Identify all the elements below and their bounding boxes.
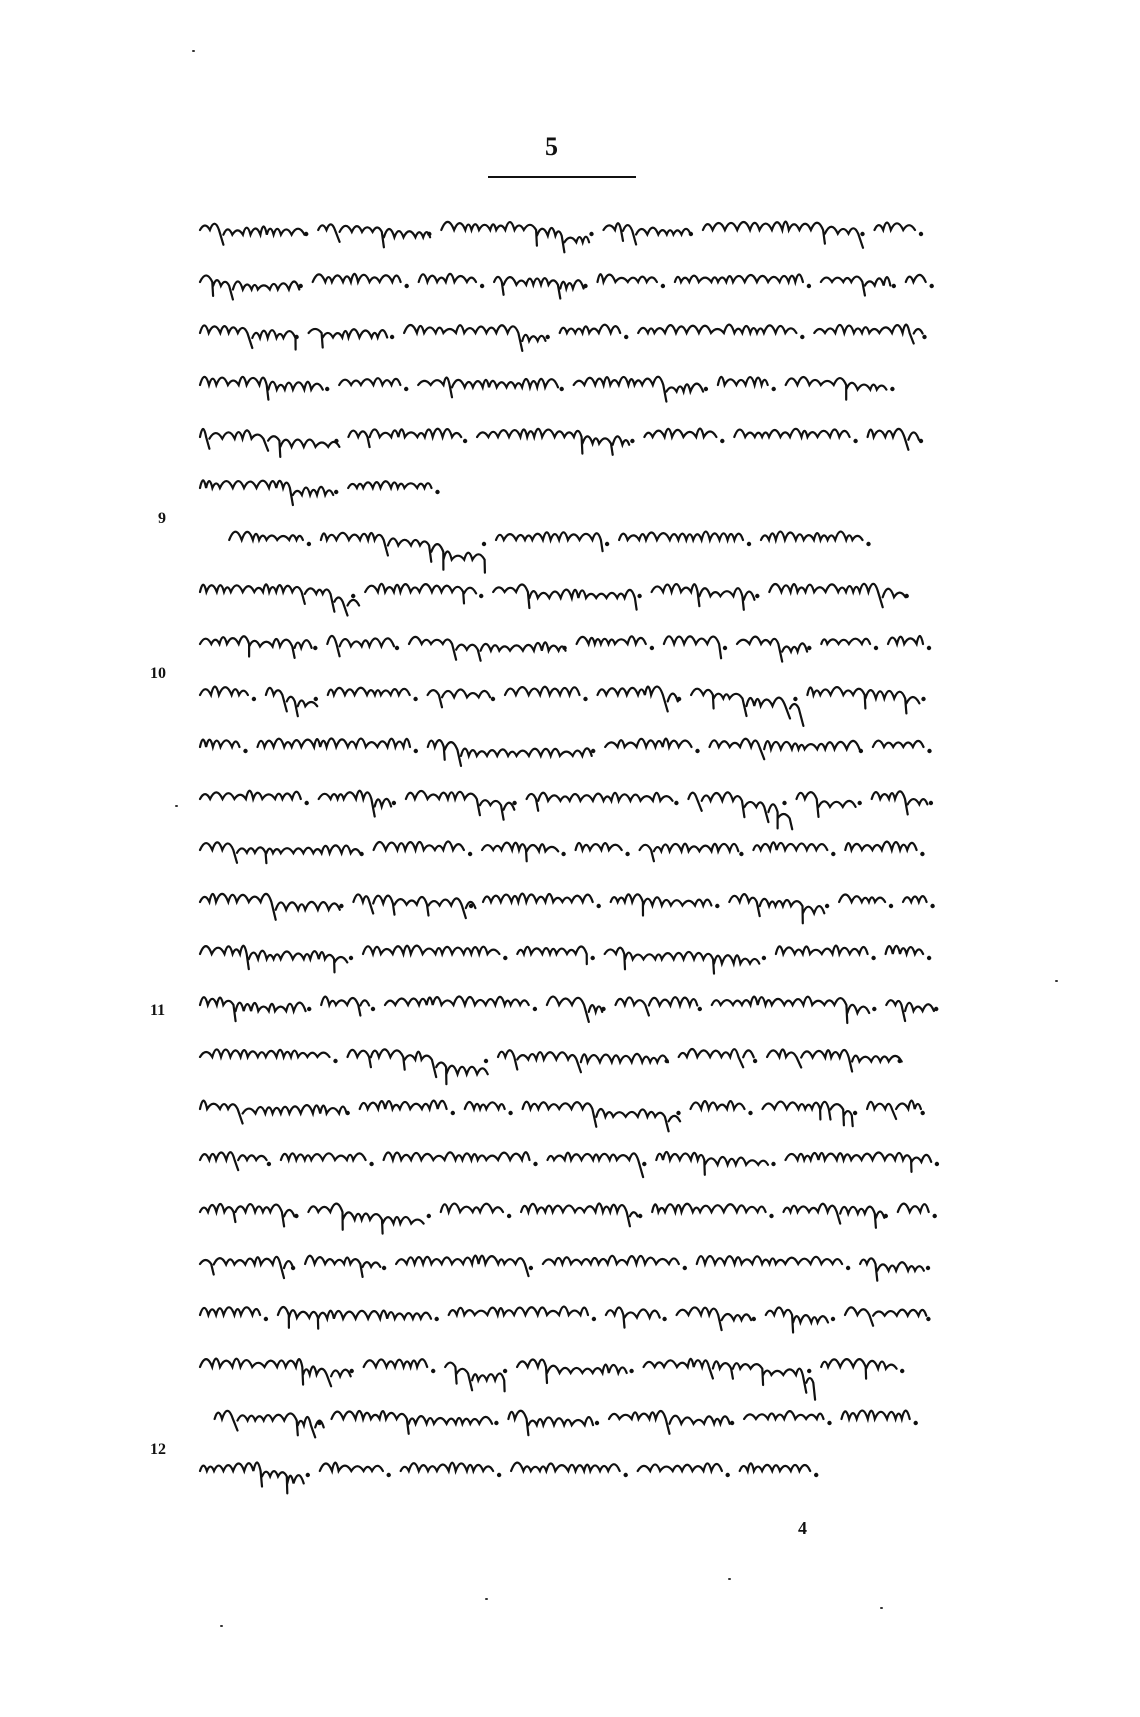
script-line	[198, 309, 928, 361]
handwritten-script-glyphs	[198, 417, 928, 457]
script-strokes	[200, 274, 926, 300]
word-separator-dot	[827, 1421, 831, 1425]
script-strokes	[200, 1462, 810, 1493]
script-line	[198, 878, 928, 930]
word-separator-dot	[926, 1266, 930, 1270]
word-separator-dot	[739, 852, 743, 856]
word-separator-dot	[390, 335, 394, 339]
word-separator-dot	[676, 1110, 680, 1114]
word-separator-dot	[305, 800, 309, 804]
word-separator-dot	[926, 1317, 930, 1321]
word-separator-dot	[825, 904, 829, 908]
script-strokes	[200, 1307, 926, 1333]
word-separator-dot	[546, 335, 550, 339]
word-separator-dot	[463, 439, 467, 443]
script-line	[198, 1240, 928, 1292]
word-separator-dot	[890, 387, 894, 391]
word-separator-dot	[314, 697, 318, 701]
word-separator-dot	[405, 283, 409, 287]
word-separator-dot	[889, 904, 893, 908]
word-separator-dot	[503, 955, 507, 959]
word-separator-dot	[695, 749, 699, 753]
script-strokes	[200, 635, 923, 661]
word-separator-dot	[814, 1472, 818, 1476]
handwritten-script-glyphs	[198, 727, 928, 767]
word-separator-dot	[404, 387, 408, 391]
word-separator-dot	[468, 852, 472, 856]
word-separator-dot	[427, 1214, 431, 1218]
word-separator-dot	[807, 1369, 811, 1373]
handwritten-script-glyphs	[198, 934, 928, 974]
script-strokes	[229, 532, 862, 573]
word-separator-dot	[752, 1317, 756, 1321]
word-separator-dot	[561, 852, 565, 856]
handwritten-script-glyphs	[198, 210, 928, 250]
word-separator-dot	[858, 800, 862, 804]
word-separator-dot	[874, 645, 878, 649]
script-line	[198, 1447, 928, 1499]
word-separator-dot	[371, 1007, 375, 1011]
script-text-block	[198, 206, 928, 1498]
word-separator-dot	[625, 852, 629, 856]
handwritten-script-glyphs	[198, 1451, 928, 1491]
word-separator-dot	[382, 1266, 386, 1270]
word-separator-dot	[533, 1162, 537, 1166]
word-separator-dot	[560, 387, 564, 391]
word-separator-dot	[930, 283, 934, 287]
script-line	[198, 723, 928, 775]
word-separator-dot	[369, 1162, 373, 1166]
word-separator-dot	[591, 955, 595, 959]
handwritten-script-glyphs	[198, 1399, 928, 1439]
word-separator-dot	[637, 594, 641, 598]
word-separator-dot	[387, 1472, 391, 1476]
word-separator-dot	[723, 645, 727, 649]
word-separator-dot	[507, 1214, 511, 1218]
word-separator-dot	[927, 645, 931, 649]
script-strokes	[200, 222, 915, 253]
script-strokes	[200, 1152, 931, 1177]
script-strokes	[200, 481, 432, 506]
word-separator-dot	[831, 852, 835, 856]
word-separator-dot	[933, 1214, 937, 1218]
word-separator-dot	[853, 439, 857, 443]
verse-number-11: 11	[150, 1002, 166, 1019]
paper-speck	[192, 50, 195, 52]
paper-speck	[175, 805, 178, 807]
word-separator-dot	[435, 1317, 439, 1321]
word-separator-dot	[508, 1110, 512, 1114]
page-number: 5	[545, 132, 558, 161]
handwritten-script-glyphs	[198, 779, 928, 819]
word-separator-dot	[307, 1007, 311, 1011]
word-separator-dot	[866, 542, 870, 546]
word-separator-dot	[831, 1317, 835, 1321]
word-separator-dot	[642, 1162, 646, 1166]
word-separator-dot	[674, 800, 678, 804]
word-separator-dot	[922, 335, 926, 339]
word-separator-dot	[592, 1317, 596, 1321]
word-separator-dot	[413, 697, 417, 701]
script-line	[198, 930, 928, 982]
handwritten-script-glyphs	[198, 1295, 928, 1335]
word-separator-dot	[935, 1162, 939, 1166]
word-separator-dot	[306, 1472, 310, 1476]
word-separator-dot	[503, 1369, 507, 1373]
script-line	[198, 1188, 928, 1240]
word-separator-dot	[243, 749, 247, 753]
word-separator-dot	[482, 542, 486, 546]
word-separator-dot	[630, 439, 634, 443]
word-separator-dot	[927, 749, 931, 753]
handwritten-script-glyphs	[198, 830, 928, 870]
word-separator-dot	[533, 1007, 537, 1011]
script-line	[198, 1085, 928, 1137]
script-strokes	[200, 584, 905, 616]
word-separator-dot	[704, 387, 708, 391]
word-separator-dot	[351, 594, 355, 598]
word-separator-dot	[484, 1059, 488, 1063]
script-line	[198, 258, 928, 310]
handwritten-script-glyphs	[198, 624, 928, 664]
word-separator-dot	[252, 697, 256, 701]
paper-speck	[485, 1598, 488, 1600]
word-separator-dot	[793, 697, 797, 701]
word-separator-dot	[782, 800, 786, 804]
handwritten-script-glyphs	[198, 985, 928, 1025]
header-rule	[488, 176, 636, 178]
verse-number-9: 9	[158, 510, 166, 527]
script-line	[198, 775, 928, 827]
word-separator-dot	[914, 1421, 918, 1425]
handwritten-script-glyphs	[198, 1089, 928, 1129]
word-separator-dot	[800, 335, 804, 339]
handwritten-script-glyphs	[198, 365, 928, 405]
script-line	[198, 413, 928, 465]
word-separator-dot	[726, 1472, 730, 1476]
word-separator-dot	[762, 955, 766, 959]
script-line	[198, 671, 928, 723]
script-strokes	[200, 1100, 921, 1131]
script-strokes	[200, 1049, 902, 1084]
handwritten-script-glyphs	[198, 1244, 928, 1284]
script-line	[198, 981, 928, 1033]
script-line	[198, 826, 928, 878]
word-separator-dot	[583, 697, 587, 701]
script-strokes	[200, 945, 923, 973]
word-separator-dot	[491, 697, 495, 701]
word-separator-dot	[435, 490, 439, 494]
word-separator-dot	[529, 1266, 533, 1270]
word-separator-dot	[662, 1317, 666, 1321]
word-separator-dot	[698, 1007, 702, 1011]
script-line	[198, 1395, 928, 1447]
script-line	[198, 361, 928, 413]
word-separator-dot	[919, 232, 923, 236]
word-separator-dot	[772, 387, 776, 391]
word-separator-dot	[921, 1110, 925, 1114]
word-separator-dot	[512, 800, 516, 804]
word-separator-dot	[624, 335, 628, 339]
word-separator-dot	[921, 697, 925, 701]
handwritten-script-glyphs	[198, 520, 928, 560]
script-strokes	[200, 1359, 897, 1400]
word-separator-dot	[871, 955, 875, 959]
word-separator-dot	[395, 645, 399, 649]
word-separator-dot	[414, 749, 418, 753]
word-separator-dot	[930, 904, 934, 908]
script-line	[198, 1291, 928, 1343]
handwritten-script-glyphs	[198, 468, 928, 508]
verse-number-12: 12	[150, 1441, 166, 1458]
word-separator-dot	[683, 1266, 687, 1270]
word-separator-dot	[638, 1214, 642, 1218]
script-strokes	[200, 842, 917, 864]
word-separator-dot	[807, 283, 811, 287]
script-line	[198, 464, 928, 516]
word-separator-dot	[605, 542, 609, 546]
handwritten-script-glyphs	[198, 1037, 928, 1077]
script-line	[198, 620, 928, 672]
word-separator-dot	[595, 1421, 599, 1425]
word-separator-dot	[480, 283, 484, 287]
word-separator-dot	[860, 232, 864, 236]
word-separator-dot	[392, 800, 396, 804]
word-separator-dot	[494, 1421, 498, 1425]
script-strokes	[200, 1255, 924, 1280]
word-separator-dot	[872, 1007, 876, 1011]
word-separator-dot	[920, 852, 924, 856]
word-separator-dot	[479, 594, 483, 598]
word-separator-dot	[753, 1059, 757, 1063]
handwritten-script-glyphs	[198, 1140, 928, 1180]
word-separator-dot	[589, 232, 593, 236]
word-separator-dot	[333, 1059, 337, 1063]
handwritten-script-glyphs	[198, 1192, 928, 1232]
word-separator-dot	[325, 387, 329, 391]
verse-number-10: 10	[150, 665, 166, 682]
script-line	[198, 516, 928, 568]
handwritten-script-glyphs	[198, 882, 928, 922]
word-separator-dot	[715, 904, 719, 908]
word-separator-dot	[748, 1110, 752, 1114]
word-separator-dot	[497, 1472, 501, 1476]
word-separator-dot	[650, 645, 654, 649]
word-separator-dot	[661, 283, 665, 287]
word-separator-dot	[927, 955, 931, 959]
word-separator-dot	[624, 1472, 628, 1476]
word-separator-dot	[807, 645, 811, 649]
script-strokes	[200, 325, 923, 351]
word-separator-dot	[771, 1162, 775, 1166]
word-separator-dot	[755, 594, 759, 598]
word-separator-dot	[431, 1369, 435, 1373]
word-separator-dot	[846, 1266, 850, 1270]
handwritten-script-glyphs	[198, 313, 928, 353]
word-separator-dot	[629, 1369, 633, 1373]
word-separator-dot	[747, 542, 751, 546]
paper-speck	[220, 1625, 223, 1627]
word-separator-dot	[451, 1110, 455, 1114]
word-separator-dot	[334, 490, 338, 494]
script-line	[198, 1136, 928, 1188]
word-separator-dot	[929, 800, 933, 804]
word-separator-dot	[720, 439, 724, 443]
handwritten-script-glyphs	[198, 262, 928, 302]
script-strokes	[200, 428, 919, 456]
handwritten-script-glyphs	[198, 1347, 928, 1387]
word-separator-dot	[307, 542, 311, 546]
word-separator-dot	[769, 1214, 773, 1218]
script-strokes	[200, 790, 927, 829]
paper-speck	[728, 1578, 731, 1580]
word-separator-dot	[853, 1110, 857, 1114]
script-line	[198, 1343, 928, 1395]
script-line	[198, 206, 928, 258]
word-separator-dot	[267, 1162, 271, 1166]
word-separator-dot	[264, 1317, 268, 1321]
script-line	[198, 1033, 928, 1085]
signature-mark: 4	[798, 1518, 807, 1538]
word-separator-dot	[349, 955, 353, 959]
script-strokes	[200, 377, 886, 402]
script-line	[198, 568, 928, 620]
paper-speck	[1055, 980, 1058, 982]
script-strokes	[200, 687, 919, 726]
word-separator-dot	[900, 1369, 904, 1373]
script-strokes	[200, 738, 923, 765]
script-strokes	[200, 894, 927, 924]
handwritten-script-glyphs	[198, 675, 928, 715]
word-separator-dot	[892, 283, 896, 287]
word-separator-dot	[313, 645, 317, 649]
handwritten-script-glyphs	[198, 572, 928, 612]
paper-speck	[880, 1607, 883, 1609]
word-separator-dot	[597, 904, 601, 908]
script-strokes	[200, 1204, 929, 1234]
